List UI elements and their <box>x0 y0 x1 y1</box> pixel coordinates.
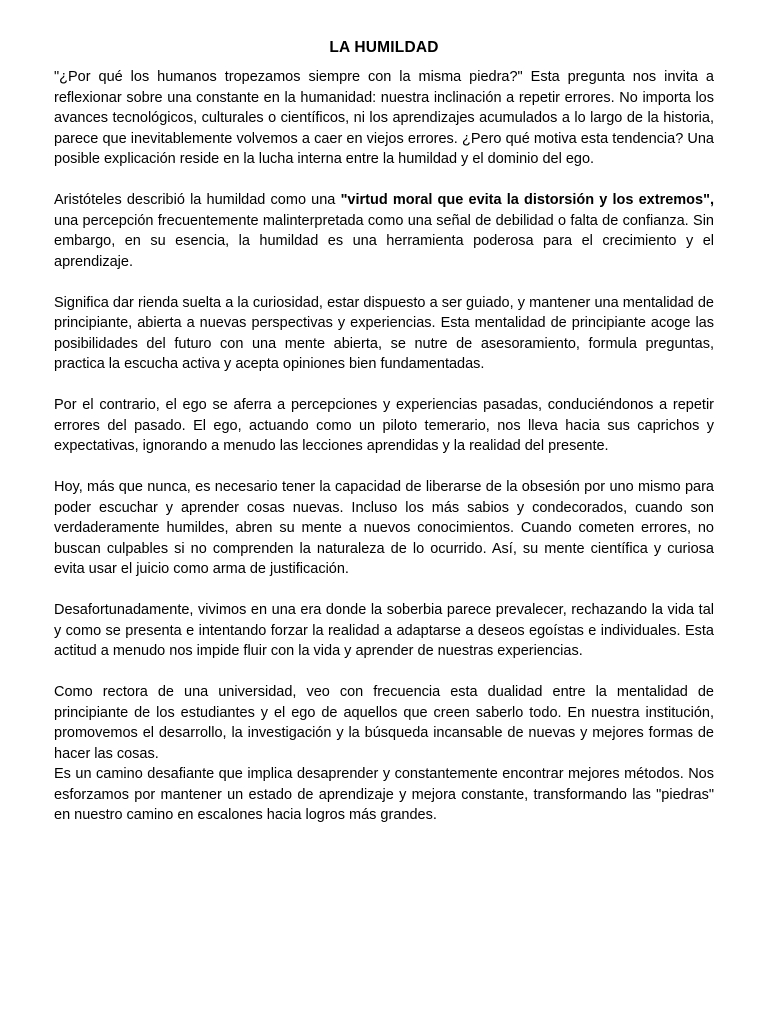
aristotle-quote: "virtud moral que evita la distorsión y los extremos", <box>340 192 715 208</box>
paragraph-2-text-start: Aristóteles describió la humildad como una <box>54 192 341 208</box>
paragraph-8: Es un camino desafiante que implica desaprender y constantemente encontrar mejores métodos. Nos esforzamos por mantener un estado de aprendizaje y mejora constante, transformando las "piedras" en nuestro camino en escalones hacia logros más grandes. <box>54 766 714 823</box>
paragraph-3: Significa dar rienda suelta a la curiosidad, estar dispuesto a ser guiado, y mantener una mentalidad de principiante, abierta a nuevas perspectivas y experiencias. Esta mentalidad de principiante acoge las posibilidades del futuro con una mente abierta, se nutre de asesoramiento, formula preguntas, practica la escucha activa y acepta opiniones bien fundamentadas. <box>54 294 714 372</box>
paragraph-2 <box>54 190 714 272</box>
paragraph-6: Desafortunadamente, vivimos en una era donde la soberbia parece prevalecer, rechazando la vida tal y como se presenta e intentando forzar la realidad a adaptarse a deseos egoístas e individuales. Esta actitud a menudo nos impide fluir con la vida y aprender de nuestras experiencias. <box>54 602 714 659</box>
paragraph-1: "¿Por qué los humanos tropezamos siempre con la misma piedra?" Esta pregunta nos invita a reflexionar sobre una constante en la humanidad: nuestra inclinación a repetir errores. No importa los avances tecnológicos, culturales o científicos, ni los aprendizajes acumulados a lo largo de la historia, parece que inevitablemente volvemos a caer en viejos errores. ¿Pero qué motiva esta tendencia? Una posible explicación reside en la lucha interna entre la humildad y el dominio del ego. <box>54 69 714 167</box>
paragraph-2-text-end: una percepción frecuentemente malinterpretada como una señal de debilidad o falta de confianza. Sin embargo, en su esencia, la humildad es una herramienta poderosa para el crecimiento y el aprendizaje. <box>54 212 714 270</box>
paragraph-4: Por el contrario, el ego se aferra a percepciones y experiencias pasadas, conduciéndonos a repetir errores del pasado. El ego, actuando como un piloto temerario, nos lleva hacia sus caprichos y expectativas, ignorando a menudo las lecciones aprendidas y la realidad del presente. <box>54 397 714 454</box>
paragraph-7: Como rectora de una universidad, veo con frecuencia esta dualidad entre la mentalidad de principiante de los estudiantes y el ego de aquellos que creen saberlo todo. En nuestra institución, promovemos el desarrollo, la investigación y la búsqueda incansable de nuevas y mejores formas de hacer las cosas. <box>54 684 714 762</box>
document-body <box>54 67 714 826</box>
paragraph-5: Hoy, más que nunca, es necesario tener la capacidad de liberarse de la obsesión por uno mismo para poder escuchar y aprender cosas nuevas. Incluso los más sabios y condecorados, cuando son verdaderamente humildes, abren su mente a nuevos conocimientos. Cuando cometen errores, no buscan culpables si no comprenden la naturaleza de lo ocurrido. Así, su mente científica y curiosa evita usar el juicio como arma de justificación. <box>54 479 714 577</box>
document-title: LA HUMILDAD <box>329 39 439 56</box>
